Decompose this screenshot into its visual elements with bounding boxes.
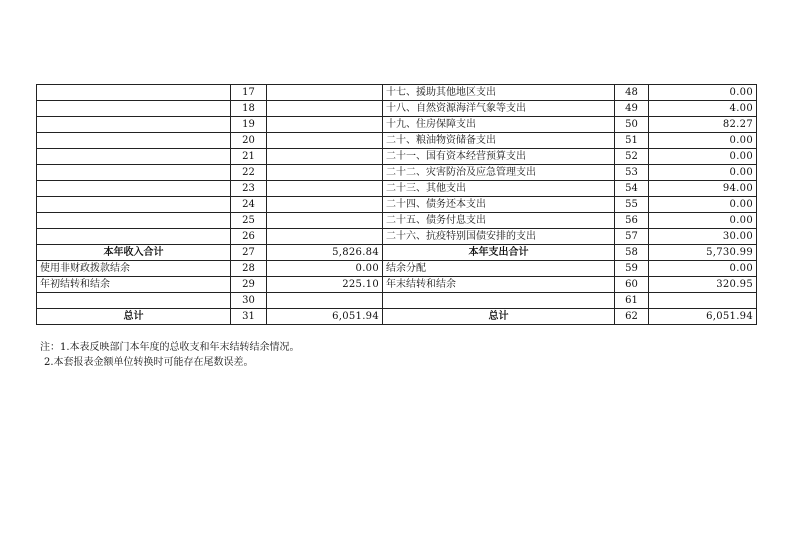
expense-amount: 0.00	[649, 85, 757, 101]
income-amount	[267, 117, 383, 133]
expense-row-number: 49	[615, 101, 649, 117]
table-notes	[40, 340, 300, 370]
expense-amount: 5,730.99	[649, 245, 757, 261]
expense-row-number: 59	[615, 261, 649, 277]
expense-row-number: 55	[615, 197, 649, 213]
expense-amount: 0.00	[649, 165, 757, 181]
table-row	[37, 117, 757, 133]
expense-item-name: 十八、自然资源海洋气象等支出	[383, 101, 615, 117]
income-row-number: 29	[231, 277, 267, 293]
table-row	[37, 133, 757, 149]
income-amount: 0.00	[267, 261, 383, 277]
income-row-number: 28	[231, 261, 267, 277]
income-amount: 6,051.94	[267, 309, 383, 325]
table-row	[37, 149, 757, 165]
expense-amount: 6,051.94	[649, 309, 757, 325]
income-amount: 5,826.84	[267, 245, 383, 261]
income-amount	[267, 133, 383, 149]
expense-row-number: 60	[615, 277, 649, 293]
income-row-number: 19	[231, 117, 267, 133]
income-row-number: 21	[231, 149, 267, 165]
expense-row-number: 54	[615, 181, 649, 197]
grand-total-row	[37, 309, 757, 325]
expense-amount: 0.00	[649, 149, 757, 165]
table-row	[37, 85, 757, 101]
expense-item-name	[383, 293, 615, 309]
income-amount	[267, 101, 383, 117]
income-row-number: 23	[231, 181, 267, 197]
expense-row-number: 58	[615, 245, 649, 261]
expense-amount: 0.00	[649, 197, 757, 213]
income-row-number: 18	[231, 101, 267, 117]
expense-amount: 4.00	[649, 101, 757, 117]
expense-row-number: 62	[615, 309, 649, 325]
income-row-number: 24	[231, 197, 267, 213]
expense-item-name: 二十、粮油物资储备支出	[383, 133, 615, 149]
expense-item-name: 二十五、债务付息支出	[383, 213, 615, 229]
table-row	[37, 101, 757, 117]
expense-item-name: 二十一、国有资本经营预算支出	[383, 149, 615, 165]
table-row	[37, 229, 757, 245]
budget-table	[36, 84, 757, 325]
note-line-2: 2.本套报表金额单位转换时可能存在尾数误差。	[44, 357, 254, 368]
expense-amount: 320.95	[649, 277, 757, 293]
income-item-name	[37, 293, 231, 309]
expense-item-name: 二十四、债务还本支出	[383, 197, 615, 213]
income-item-name: 使用非财政拨款结余	[37, 261, 231, 277]
income-item-name	[37, 149, 231, 165]
expense-item-name: 十九、住房保障支出	[383, 117, 615, 133]
table-row	[37, 197, 757, 213]
expense-row-number: 51	[615, 133, 649, 149]
table-row	[37, 165, 757, 181]
income-amount	[267, 181, 383, 197]
income-item-name: 本年收入合计	[37, 245, 231, 261]
income-row-number: 30	[231, 293, 267, 309]
table-row	[37, 293, 757, 309]
income-item-name	[37, 229, 231, 245]
expense-item-name: 二十二、灾害防治及应急管理支出	[383, 165, 615, 181]
expense-row-number: 61	[615, 293, 649, 309]
expense-amount: 0.00	[649, 213, 757, 229]
budget-table-body	[37, 85, 757, 325]
expense-row-number: 52	[615, 149, 649, 165]
income-row-number: 20	[231, 133, 267, 149]
income-amount: 225.10	[267, 277, 383, 293]
income-amount	[267, 197, 383, 213]
expense-item-name: 二十三、其他支出	[383, 181, 615, 197]
income-item-name	[37, 85, 231, 101]
expense-item-name: 总计	[383, 309, 615, 325]
income-item-name	[37, 181, 231, 197]
expense-row-number: 53	[615, 165, 649, 181]
expense-amount	[649, 293, 757, 309]
expense-amount: 0.00	[649, 261, 757, 277]
income-item-name	[37, 117, 231, 133]
expense-amount: 94.00	[649, 181, 757, 197]
expense-item-name: 本年支出合计	[383, 245, 615, 261]
expense-row-number: 56	[615, 213, 649, 229]
income-item-name: 总计	[37, 309, 231, 325]
income-row-number: 25	[231, 213, 267, 229]
budget-sheet	[36, 84, 756, 325]
income-amount	[267, 149, 383, 165]
income-item-name	[37, 101, 231, 117]
income-row-number: 31	[231, 309, 267, 325]
income-row-number: 22	[231, 165, 267, 181]
income-item-name: 年初结转和结余	[37, 277, 231, 293]
income-amount	[267, 293, 383, 309]
expense-row-number: 50	[615, 117, 649, 133]
expense-item-name: 结余分配	[383, 261, 615, 277]
table-row	[37, 181, 757, 197]
expense-amount: 82.27	[649, 117, 757, 133]
income-item-name	[37, 165, 231, 181]
note-line-1: 注：1.本表反映部门本年度的总收支和年末结转结余情况。	[40, 342, 300, 353]
income-item-name	[37, 213, 231, 229]
year-total-row	[37, 245, 757, 261]
expense-amount: 30.00	[649, 229, 757, 245]
table-row	[37, 261, 757, 277]
income-row-number: 27	[231, 245, 267, 261]
expense-row-number: 48	[615, 85, 649, 101]
expense-row-number: 57	[615, 229, 649, 245]
table-row	[37, 213, 757, 229]
income-row-number: 26	[231, 229, 267, 245]
income-amount	[267, 213, 383, 229]
income-row-number: 17	[231, 85, 267, 101]
income-amount	[267, 165, 383, 181]
income-item-name	[37, 197, 231, 213]
expense-item-name: 十七、援助其他地区支出	[383, 85, 615, 101]
expense-item-name: 年末结转和结余	[383, 277, 615, 293]
expense-amount: 0.00	[649, 133, 757, 149]
table-row	[37, 277, 757, 293]
income-amount	[267, 85, 383, 101]
income-amount	[267, 229, 383, 245]
income-item-name	[37, 133, 231, 149]
expense-item-name: 二十六、抗疫特别国债安排的支出	[383, 229, 615, 245]
